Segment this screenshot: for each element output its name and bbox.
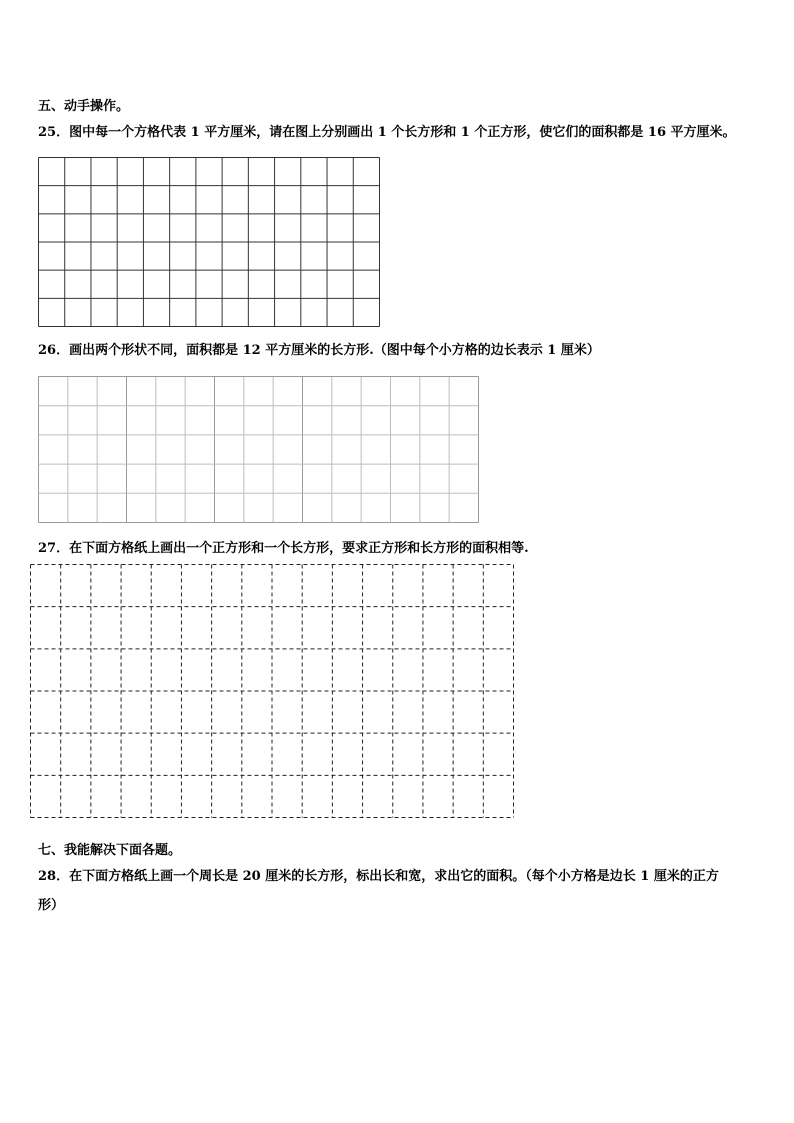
question-25-text: 25．图中每一个方格代表 1 平方厘米，请在图上分别画出 1 个长方形和 1 个正方形，使它们的面积都是 16 平方厘米。 [38,125,736,140]
question-28-text-line-2: 形） [38,898,65,913]
section-five-heading: 五、动手操作。 [38,99,130,114]
question-28-text-line-1: 28．在下面方格纸上画一个周长是 20 厘米的长方形，标出长和宽，求出它的面积。（每个小方格是边长 1 厘米的正方 [38,869,719,884]
question-27-grid[interactable] [30,564,514,818]
question-27-text: 27．在下面方格纸上画出一个正方形和一个长方形，要求正方形和长方形的面积相等. [38,541,529,556]
section-seven-heading: 七、我能解决下面各题。 [38,843,182,858]
question-25-grid[interactable] [38,157,380,327]
question-26-text: 26．画出两个形状不同，面积都是 12 平方厘米的长方形.（图中每个小方格的边长表示 1 厘米） [38,343,600,358]
question-26-grid[interactable] [38,376,479,523]
